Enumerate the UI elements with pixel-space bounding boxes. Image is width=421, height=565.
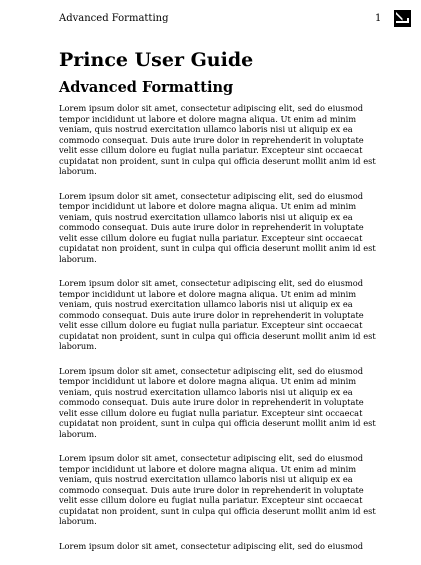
body-paragraph: Lorem ipsum dolor sit amet, consectetur adipiscing elit, sed do eiusmod tempor incididunt ut labore et dolore magna aliqua. Ut enim ad minim veniam, quis nostrud exercitation ullamco laboris nisi ut aliquip ex ea commodo consequat. Duis aute irure dolor in reprehenderit in voluptate velit esse cillum dolore eu fugiat nulla pariatur. Excepteur sint occaecat cupidatat non proident, sunt in culpa qui officia deserunt mollit anim id est laborum. — [59, 190, 376, 264]
page-number: 1 — [375, 13, 382, 24]
prince-logo-icon — [394, 10, 411, 27]
document-title: Prince User Guide — [59, 49, 254, 71]
running-header-title: Advanced Formatting — [59, 13, 169, 24]
body-paragraph: Lorem ipsum dolor sit amet, consectetur adipiscing elit, sed do eiusmod — [59, 540, 364, 551]
body-paragraph: Lorem ipsum dolor sit amet, consectetur adipiscing elit, sed do eiusmod tempor incididunt ut labore et dolore magna aliqua. Ut enim ad minim veniam, quis nostrud exercitation ullamco laboris nisi ut aliquip ex ea commodo consequat. Duis aute irure dolor in reprehenderit in voluptate velit esse cillum dolore eu fugiat nulla pariatur. Excepteur sint occaecat cupidatat non proident, sunt in culpa qui officia deserunt mollit anim id est laborum. — [59, 103, 376, 176]
body-paragraph: Lorem ipsum dolor sit amet, consectetur adipiscing elit, sed do eiusmod tempor incididunt ut labore et dolore magna aliqua. Ut enim ad minim veniam, quis nostrud exercitation ullamco laboris nisi ut aliquip ex ea commodo consequat. Duis aute irure dolor in reprehenderit in voluptate velit esse cillum dolore eu fugiat nulla pariatur. Excepteur sint occaecat cupidatat non proident, sunt in culpa qui officia deserunt mollit anim id est laborum. — [59, 453, 376, 526]
body-text — [59, 103, 379, 565]
section-title: Advanced Formatting — [59, 79, 234, 96]
body-paragraph: Lorem ipsum dolor sit amet, consectetur adipiscing elit, sed do eiusmod tempor incididunt ut labore et dolore magna aliqua. Ut enim ad minim veniam, quis nostrud exercitation ullamco laboris nisi ut aliquip ex ea commodo consequat. Duis aute irure dolor in reprehenderit in voluptate velit esse cillum dolore eu fugiat nulla pariatur. Excepteur sint occaecat cupidatat non proident, sunt in culpa qui officia deserunt mollit anim id est laborum. — [59, 365, 376, 439]
body-paragraph: Lorem ipsum dolor sit amet, consectetur adipiscing elit, sed do eiusmod tempor incididunt ut labore et dolore magna aliqua. Ut enim ad minim veniam, quis nostrud exercitation ullamco laboris nisi ut aliquip ex ea commodo consequat. Duis aute irure dolor in reprehenderit in voluptate velit esse cillum dolore eu fugiat nulla pariatur. Excepteur sint occaecat cupidatat non proident, sunt in culpa qui officia deserunt mollit anim id est laborum. — [59, 278, 376, 351]
